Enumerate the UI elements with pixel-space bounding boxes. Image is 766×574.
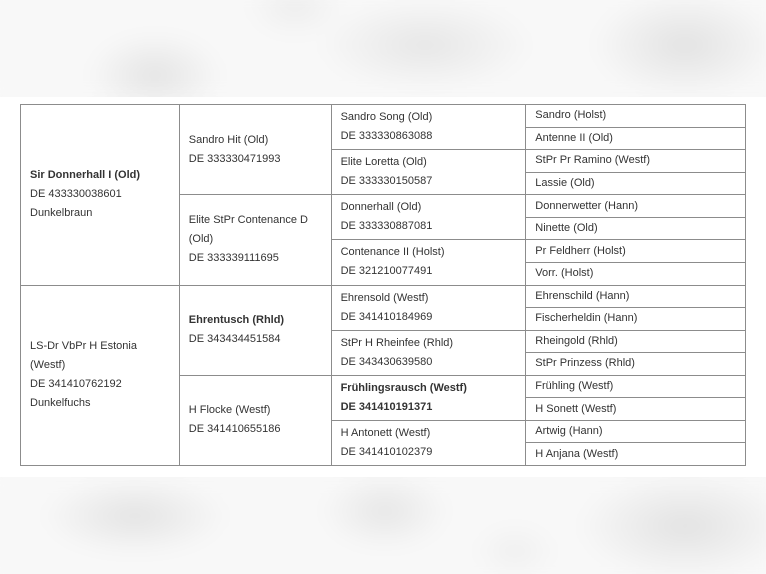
horse-name: H Sonett (Westf) xyxy=(535,402,617,415)
horse-name: Rheingold (Rhld) xyxy=(535,334,618,347)
horse-reg: DE 343430639580 xyxy=(340,355,433,368)
horse-name: H Antonett (Westf) xyxy=(340,426,431,439)
horse-name: Contenance II (Holst) xyxy=(340,246,445,259)
horse-name: Frühling (Westf) xyxy=(535,380,614,393)
pedigree-cell-gen3-1 xyxy=(332,105,527,150)
horse-name: LS-Dr VbPr H Estonia (Westf) xyxy=(30,340,137,372)
horse-reg: DE 333330150587 xyxy=(340,175,433,188)
horse-name: Ehrentusch (Rhld) xyxy=(188,314,285,327)
pedigree-cell-sire xyxy=(21,105,180,286)
horse-name: Ehrensold (Westf) xyxy=(340,291,429,304)
horse-name: Sandro Song (Old) xyxy=(340,111,433,124)
horse-name: Sandro Hit (Old) xyxy=(188,133,269,146)
horse-name: Lassie (Old) xyxy=(535,176,595,189)
horse-name: H Flocke (Westf) xyxy=(188,404,271,417)
horse-name: Fischerheldin (Hann) xyxy=(535,312,638,325)
horse-name: StPr Pr Ramino (Westf) xyxy=(535,154,651,167)
pedigree-cell-gen4-14 xyxy=(526,398,746,421)
horse-name: Ehrenschild (Hann) xyxy=(535,289,630,302)
horse-name: Pr Feldherr (Holst) xyxy=(535,244,626,257)
pedigree-cell-gen4-16 xyxy=(526,443,746,466)
blurred-background-top xyxy=(0,0,766,103)
horse-name: Vorr. (Holst) xyxy=(535,267,594,280)
pedigree-cell-gen4-11 xyxy=(526,331,746,354)
pedigree-cell-gen4-8 xyxy=(526,263,746,286)
pedigree-cell-gen4-10 xyxy=(526,308,746,331)
horse-coat-color: Dunkelbraun xyxy=(30,207,93,220)
horse-reg: DE 433330038601 xyxy=(30,188,122,201)
pedigree-cell-gen4-2 xyxy=(526,128,746,151)
horse-reg: DE 333330471993 xyxy=(188,152,281,165)
pedigree-cell-gen4-12 xyxy=(526,353,746,376)
horse-reg: DE 333330887081 xyxy=(340,220,433,233)
pedigree-cell-gen4-9 xyxy=(526,286,746,309)
horse-reg: DE 333339111695 xyxy=(188,252,279,265)
horse-name: StPr Prinzess (Rhld) xyxy=(535,357,635,370)
horse-reg: DE 321210077491 xyxy=(340,265,433,278)
pedigree-cell-gen2-1 xyxy=(180,105,332,195)
pedigree-cell-gen3-6 xyxy=(332,331,527,376)
pedigree-cell-gen4-13 xyxy=(526,376,746,399)
horse-name: H Anjana (Westf) xyxy=(535,447,619,460)
horse-reg: DE 341410191371 xyxy=(340,400,433,413)
pedigree-sheet xyxy=(0,97,766,477)
pedigree-cell-gen4-6 xyxy=(526,218,746,241)
horse-name: Frühlingsrausch (Westf) xyxy=(340,381,467,394)
horse-reg: DE 341410762192 xyxy=(30,378,122,391)
horse-name: Elite Loretta (Old) xyxy=(340,156,427,169)
pedigree-table xyxy=(20,104,746,466)
horse-name: Ninette (Old) xyxy=(535,222,598,235)
horse-name: Sir Donnerhall I (Old) xyxy=(30,169,141,182)
pedigree-cell-gen4-7 xyxy=(526,240,746,263)
horse-name: Antenne II (Old) xyxy=(535,131,613,144)
pedigree-cell-gen2-2 xyxy=(180,195,332,285)
horse-reg: DE 341410184969 xyxy=(340,310,433,323)
horse-name: Donnerhall (Old) xyxy=(340,201,422,214)
horse-coat-color: Dunkelfuchs xyxy=(30,397,91,410)
pedigree-cell-gen3-2 xyxy=(332,150,527,195)
pedigree-cell-gen2-4 xyxy=(180,376,332,466)
blurred-background-bottom xyxy=(0,471,766,574)
horse-name: Donnerwetter (Hann) xyxy=(535,199,639,212)
pedigree-cell-gen3-5 xyxy=(332,286,527,331)
horse-name: Artwig (Hann) xyxy=(535,425,603,438)
horse-reg: DE 341410102379 xyxy=(340,445,433,458)
pedigree-cell-gen4-5 xyxy=(526,195,746,218)
horse-name: Elite StPr Contenance D (Old) xyxy=(188,214,308,246)
horse-reg: DE 333330863088 xyxy=(340,130,433,143)
horse-reg: DE 343434451584 xyxy=(188,333,281,346)
pedigree-cell-gen3-4 xyxy=(332,240,527,285)
pedigree-cell-gen4-3 xyxy=(526,150,746,173)
pedigree-cell-gen4-15 xyxy=(526,421,746,444)
pedigree-cell-gen4-4 xyxy=(526,173,746,196)
pedigree-cell-gen2-3 xyxy=(180,286,332,376)
horse-reg: DE 341410655186 xyxy=(188,423,281,436)
pedigree-cell-gen4-1 xyxy=(526,105,746,128)
pedigree-cell-gen3-7 xyxy=(332,376,527,421)
pedigree-cell-dam xyxy=(21,286,180,467)
pedigree-cell-gen3-8 xyxy=(332,421,527,466)
horse-name: StPr H Rheinfee (Rhld) xyxy=(340,336,454,349)
horse-name: Sandro (Holst) xyxy=(535,109,607,122)
pedigree-cell-gen3-3 xyxy=(332,195,527,240)
